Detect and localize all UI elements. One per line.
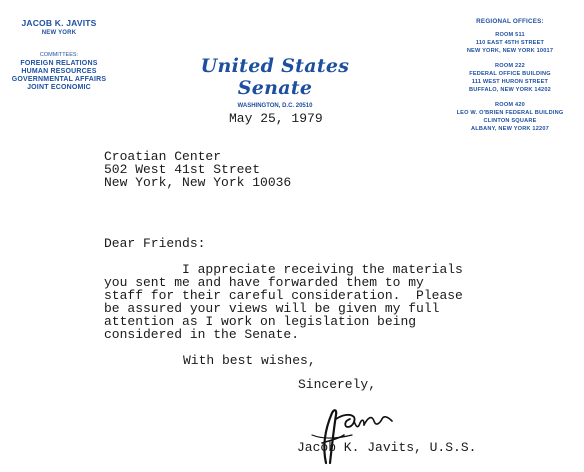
regional-offices-label: REGIONAL OFFICES: <box>476 18 544 25</box>
institution-title: United States Senate <box>200 55 350 99</box>
office-street-2: CLINTON SQUARE <box>483 118 537 124</box>
letter-date: May 25, 1979 <box>229 111 323 126</box>
office-street: 110 EAST 45TH STREET <box>475 40 545 46</box>
senator-name: JACOB K. JAVITS <box>21 18 97 28</box>
committees-label: COMMITTEES: <box>39 52 79 58</box>
salutation: Dear Friends: <box>104 236 206 251</box>
body-line: attention as I work on legislation being <box>104 314 417 329</box>
institution-city: WASHINGTON, D.C. 20510 <box>237 103 313 109</box>
recipient-line: 502 West 41st Street <box>104 162 261 177</box>
committee-item: JOINT ECONOMIC <box>27 84 91 91</box>
office-room: ROOM 222 <box>495 63 525 69</box>
committee-item: FOREIGN RELATIONS <box>20 60 98 67</box>
senator-letterhead-block <box>0 18 118 92</box>
office-street: FEDERAL OFFICE BUILDING <box>469 71 551 77</box>
body-line: be assured your views will be given my full <box>104 301 440 316</box>
recipient-line: Croatian Center <box>104 149 222 164</box>
office-room: ROOM 420 <box>495 102 525 108</box>
body-line: I appreciate receiving the materials <box>104 262 463 277</box>
body-line: staff for their careful consideration. Please <box>104 288 463 303</box>
closing: With best wishes, <box>183 353 316 368</box>
handwritten-signature <box>292 405 412 467</box>
regional-office <box>440 62 580 94</box>
office-city: BUFFALO, NEW YORK 14202 <box>469 87 551 93</box>
regional-office <box>440 101 580 133</box>
sign-off: Sincerely, <box>298 377 377 392</box>
body-line: considered in the Senate. <box>104 327 300 342</box>
regional-offices-block <box>440 17 580 133</box>
committee-item: HUMAN RESOURCES <box>21 68 97 75</box>
senator-state: NEW YORK <box>41 30 77 36</box>
committee-item: GOVERNMENTAL AFFAIRS <box>11 76 107 83</box>
letter-body <box>104 263 463 341</box>
recipient-line: New York, New York 10036 <box>104 175 292 190</box>
office-city: NEW YORK, NEW YORK 10017 <box>466 48 554 54</box>
office-street: LEO W. O'BRIEN FEDERAL BUILDING <box>456 110 564 116</box>
institution-header <box>170 55 380 113</box>
recipient-address <box>104 150 291 189</box>
office-city: ALBANY, NEW YORK 12207 <box>471 126 549 132</box>
body-line: you sent me and have forwarded them to my <box>104 275 424 290</box>
office-street-2: 111 WEST HURON STREET <box>471 79 549 85</box>
signature-block: Jacob K. Javits, U.S.S. <box>297 440 477 455</box>
regional-office <box>440 31 580 55</box>
office-room: ROOM 511 <box>495 32 525 38</box>
